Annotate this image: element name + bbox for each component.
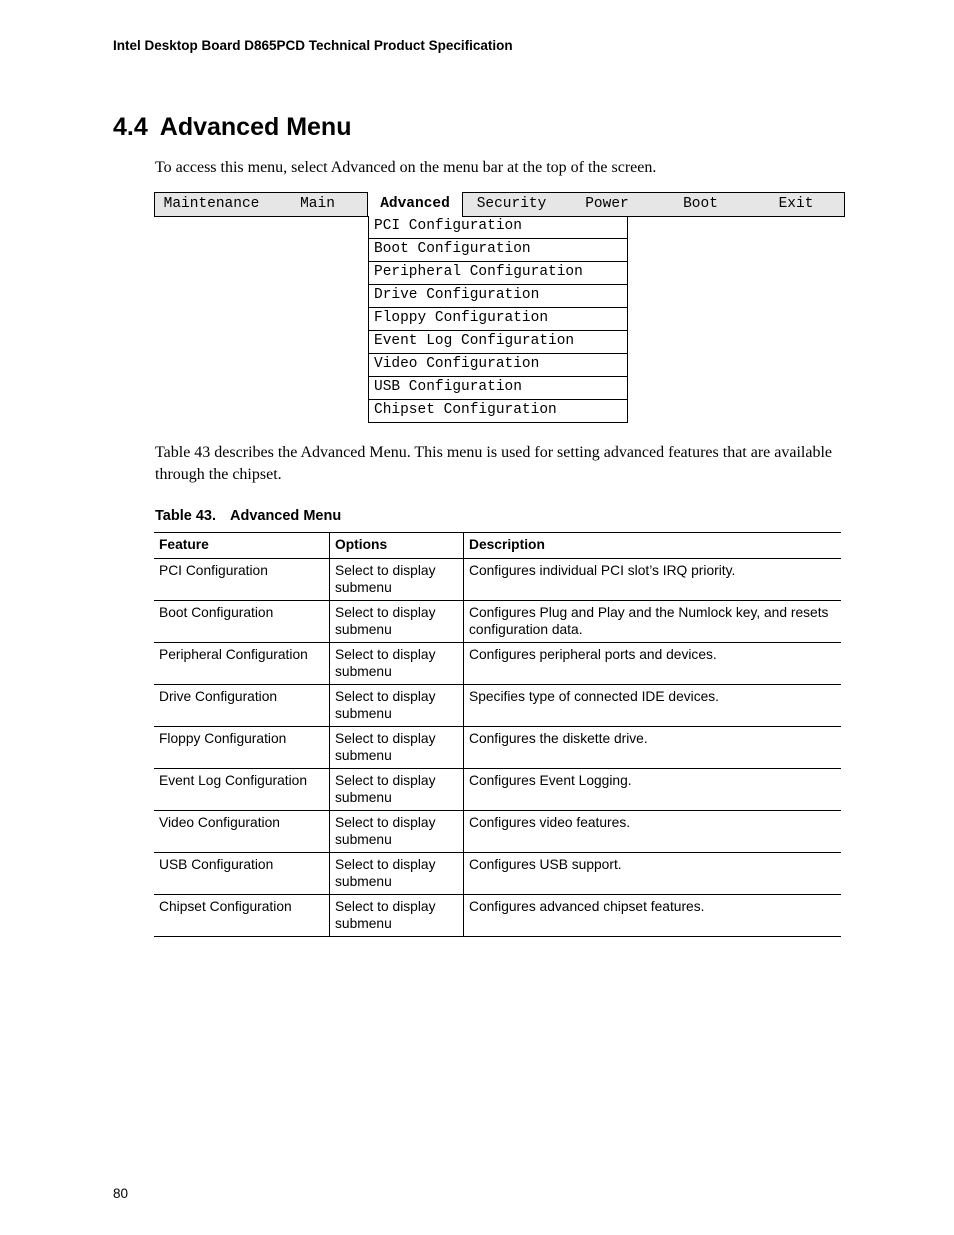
cell-description: Configures advanced chipset features. bbox=[464, 895, 842, 937]
cell-description: Specifies type of connected IDE devices. bbox=[464, 685, 842, 727]
advanced-menu-table bbox=[154, 532, 841, 937]
submenu-item-drive[interactable]: Drive Configuration bbox=[369, 285, 627, 308]
cell-feature: Peripheral Configuration bbox=[154, 643, 330, 685]
description-paragraph: Table 43 describes the Advanced Menu. This menu is used for setting advanced features that are available through the chipset. bbox=[155, 444, 833, 483]
bios-menu-bar bbox=[154, 192, 845, 217]
cell-options: Select to display submenu bbox=[330, 727, 464, 769]
cell-feature: USB Configuration bbox=[154, 853, 330, 895]
cell-feature: Event Log Configuration bbox=[154, 769, 330, 811]
cell-description: Configures Event Logging. bbox=[464, 769, 842, 811]
menu-tab-exit[interactable]: Exit bbox=[778, 196, 814, 212]
menu-tab-main[interactable]: Main bbox=[300, 196, 335, 212]
cell-description: Configures Plug and Play and the Numlock key, and resets configuration data. bbox=[464, 601, 842, 643]
header-options: Options bbox=[330, 533, 464, 559]
header-feature: Feature bbox=[154, 533, 330, 559]
section-number: 4.4 bbox=[113, 113, 148, 141]
section-title bbox=[113, 113, 351, 142]
cell-options: Select to display submenu bbox=[330, 853, 464, 895]
running-header: Intel Desktop Board D865PCD Technical Product Specification bbox=[113, 38, 513, 53]
table-row bbox=[154, 559, 841, 601]
cell-options: Select to display submenu bbox=[330, 601, 464, 643]
cell-feature: Boot Configuration bbox=[154, 601, 330, 643]
cell-description: Configures peripheral ports and devices. bbox=[464, 643, 842, 685]
header-description: Description bbox=[464, 533, 842, 559]
table-row bbox=[154, 643, 841, 685]
cell-feature: Floppy Configuration bbox=[154, 727, 330, 769]
table-caption bbox=[155, 508, 341, 524]
cell-options: Select to display submenu bbox=[330, 811, 464, 853]
cell-options: Select to display submenu bbox=[330, 895, 464, 937]
cell-feature: Drive Configuration bbox=[154, 685, 330, 727]
section-title-text: Advanced Menu bbox=[159, 113, 352, 141]
cell-description: Configures USB support. bbox=[464, 853, 842, 895]
cell-options: Select to display submenu bbox=[330, 769, 464, 811]
page-number: 80 bbox=[113, 1186, 129, 1201]
cell-options: Select to display submenu bbox=[330, 643, 464, 685]
submenu-item-peripheral[interactable]: Peripheral Configuration bbox=[369, 262, 627, 285]
table-row bbox=[154, 895, 841, 937]
submenu-item-floppy[interactable]: Floppy Configuration bbox=[369, 308, 627, 331]
table-caption-label: Table 43. bbox=[155, 508, 216, 524]
submenu-item-pci[interactable]: PCI Configuration bbox=[369, 216, 627, 239]
menu-tab-security[interactable]: Security bbox=[476, 196, 547, 212]
table-row bbox=[154, 811, 841, 853]
cell-options: Select to display submenu bbox=[330, 685, 464, 727]
table-row bbox=[154, 853, 841, 895]
cell-description: Configures the diskette drive. bbox=[464, 727, 842, 769]
cell-feature: Chipset Configuration bbox=[154, 895, 330, 937]
table-caption-title: Advanced Menu bbox=[229, 508, 342, 524]
menu-tab-maintenance[interactable]: Maintenance bbox=[163, 196, 260, 212]
cell-description: Configures individual PCI slot’s IRQ priority. bbox=[464, 559, 842, 601]
table-row bbox=[154, 685, 841, 727]
menu-tab-power[interactable]: Power bbox=[585, 196, 629, 212]
cell-feature: Video Configuration bbox=[154, 811, 330, 853]
cell-description: Configures video features. bbox=[464, 811, 842, 853]
submenu-item-event-log[interactable]: Event Log Configuration bbox=[369, 331, 627, 354]
table-row bbox=[154, 769, 841, 811]
intro-paragraph: To access this menu, select Advanced on the menu bar at the top of the screen. bbox=[155, 159, 657, 176]
menu-tab-advanced[interactable]: Advanced bbox=[367, 192, 463, 217]
submenu-item-boot[interactable]: Boot Configuration bbox=[369, 239, 627, 262]
table-row bbox=[154, 601, 841, 643]
cell-options: Select to display submenu bbox=[330, 559, 464, 601]
table-header-row bbox=[154, 533, 841, 559]
submenu-item-chipset[interactable]: Chipset Configuration bbox=[369, 400, 627, 423]
cell-feature: PCI Configuration bbox=[154, 559, 330, 601]
advanced-submenu bbox=[368, 216, 628, 423]
submenu-item-usb[interactable]: USB Configuration bbox=[369, 377, 627, 400]
menu-tab-boot[interactable]: Boot bbox=[683, 196, 718, 212]
table-row bbox=[154, 727, 841, 769]
submenu-item-video[interactable]: Video Configuration bbox=[369, 354, 627, 377]
